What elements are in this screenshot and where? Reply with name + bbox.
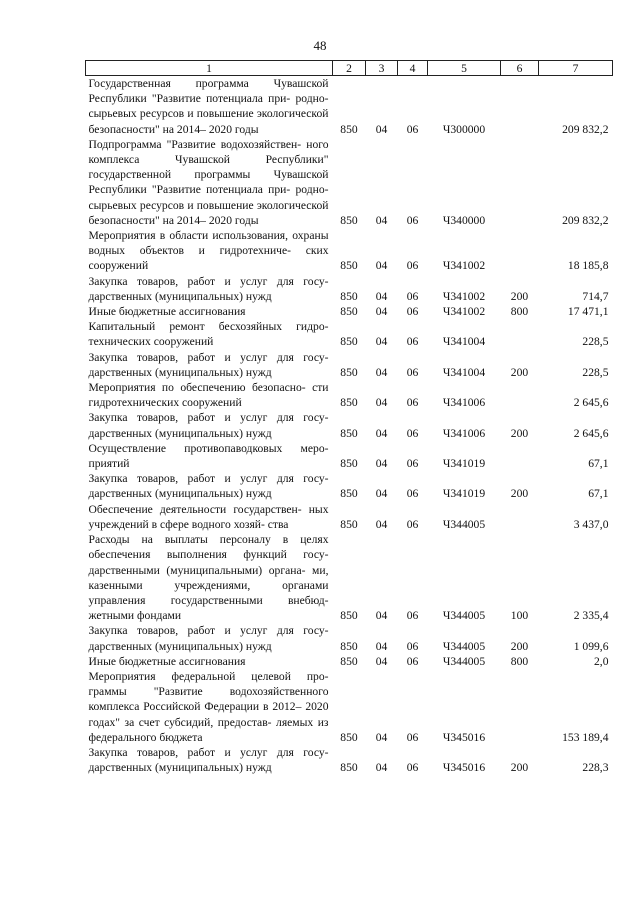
cell-amount: 67,1	[588, 487, 609, 501]
cell-amount: 2 645,6	[573, 396, 609, 410]
description-line: ми, казенными учреждениями, органами	[88, 563, 329, 592]
description-line: охраны водных объектов и гидротехниче-	[88, 229, 329, 258]
cell-rz: 04	[375, 609, 388, 623]
cell-pr: 06	[406, 305, 419, 319]
cell-description	[86, 137, 333, 228]
cell-rz: 04	[375, 335, 388, 349]
table-row	[86, 745, 613, 775]
cell-gr: 850	[340, 289, 358, 303]
cell-rz: 04	[375, 259, 388, 273]
description-line: дарственных (муниципальных) нужд	[88, 365, 272, 379]
cell-rz: 04	[375, 517, 388, 531]
description-line: 2020 годы	[208, 213, 259, 227]
cell-description	[86, 228, 333, 274]
description-line: комплекса Российской Федерации в 2012–	[88, 700, 302, 714]
description-line: технических сооружений	[88, 335, 214, 349]
table-row	[86, 274, 613, 304]
cell-rz: 04	[375, 487, 388, 501]
cell-vr	[501, 441, 539, 471]
table-row	[86, 350, 613, 380]
cell-pr: 06	[406, 654, 419, 668]
description-line: Обеспечение деятельности государствен-	[88, 502, 302, 516]
table-row	[86, 471, 613, 501]
cell-pr: 06	[406, 335, 419, 349]
cell-rz: 04	[375, 457, 388, 471]
table-row	[86, 228, 613, 274]
cell-csr: Ч344005	[442, 517, 486, 531]
cell-vr: 200	[510, 487, 529, 501]
description-line: Подпрограмма "Развитие водохозяйствен-	[88, 137, 302, 151]
table-row	[86, 669, 613, 745]
description-line: Капитальный ремонт бесхозяйных гидро-	[88, 320, 329, 334]
cell-vr: 200	[510, 639, 529, 653]
header-col-3: 3	[366, 61, 398, 76]
cell-amount: 67,1	[588, 457, 609, 471]
cell-vr: 800	[510, 305, 529, 319]
cell-rz: 04	[375, 289, 388, 303]
cell-csr: Ч345016	[442, 761, 486, 775]
cell-vr	[501, 137, 539, 228]
cell-gr: 850	[340, 213, 358, 227]
cell-csr: Ч344005	[442, 609, 486, 623]
cell-amount: 18 185,8	[567, 259, 609, 273]
table-row	[86, 654, 613, 669]
description-line: ного комплекса Чувашской Республики"	[88, 137, 329, 167]
cell-rz: 04	[375, 365, 388, 379]
cell-vr: 100	[510, 609, 529, 623]
table-body	[86, 76, 613, 776]
cell-amount: 2,0	[594, 654, 609, 668]
cell-pr: 06	[406, 487, 419, 501]
description-line: дарственных (муниципальных) нужд	[88, 487, 272, 501]
description-line: ских сооружений	[88, 244, 329, 273]
description-line: Иные бюджетные ассигнования	[88, 654, 246, 668]
cell-amount: 2 335,4	[573, 609, 609, 623]
description-line: Закупка товаров, работ и услуг для госу-	[88, 274, 329, 288]
cell-vr: 200	[510, 365, 529, 379]
cell-gr: 850	[340, 761, 358, 775]
cell-csr: Ч344005	[442, 639, 486, 653]
cell-amount: 228,5	[582, 335, 609, 349]
cell-csr: Ч340000	[442, 213, 486, 227]
cell-gr: 850	[340, 259, 358, 273]
cell-rz: 04	[375, 396, 388, 410]
table-row	[86, 532, 613, 623]
cell-description	[86, 623, 333, 653]
cell-rz: 04	[375, 761, 388, 775]
cell-pr: 06	[406, 639, 419, 653]
cell-amount: 228,3	[582, 761, 609, 775]
cell-csr: Ч341019	[442, 457, 486, 471]
cell-pr: 06	[406, 609, 419, 623]
description-line: родно-сырьевых ресурсов и повышение	[88, 183, 329, 212]
cell-pr: 06	[406, 761, 419, 775]
cell-gr: 850	[340, 654, 358, 668]
cell-vr	[501, 502, 539, 532]
cell-pr: 06	[406, 396, 419, 410]
description-line: обеспечения выполнения функций госу-	[88, 548, 329, 562]
description-line: 2020 годы	[208, 122, 259, 136]
header-col-1: 1	[86, 61, 333, 76]
cell-amount: 209 832,2	[562, 213, 609, 227]
description-line: Республики "Развитие потенциала при-	[88, 92, 291, 106]
description-line: ляемых из федерального бюджета	[88, 715, 329, 744]
cell-amount: 3 437,0	[573, 517, 609, 531]
cell-csr: Ч341006	[442, 426, 486, 440]
description-line: Закупка товаров, работ и услуг для госу-	[88, 411, 329, 425]
table-row	[86, 304, 613, 319]
cell-vr: 200	[510, 761, 529, 775]
cell-description	[86, 319, 333, 349]
cell-description	[86, 532, 333, 623]
description-line: экологической безопасности" на 2014–	[88, 198, 329, 227]
cell-pr: 06	[406, 213, 419, 227]
cell-gr: 850	[340, 305, 358, 319]
table-row	[86, 623, 613, 653]
cell-pr: 06	[406, 426, 419, 440]
header-col-4: 4	[398, 61, 428, 76]
description-line: Расходы на выплаты персоналу в целях	[88, 533, 329, 547]
table-row	[86, 441, 613, 471]
description-line: управления государственными внебюд-	[88, 593, 329, 607]
description-line: Закупка товаров, работ и услуг для госу-	[88, 472, 329, 486]
cell-description	[86, 274, 333, 304]
cell-rz: 04	[375, 213, 388, 227]
description-line: ных учреждений в сфере водного хозяй-	[88, 502, 329, 531]
description-line: Иные бюджетные ассигнования	[88, 305, 246, 319]
table-row	[86, 76, 613, 137]
description-line: 2020 годах" за счет субсидий, предостав-	[88, 700, 329, 729]
cell-csr: Ч341019	[442, 487, 486, 501]
cell-vr	[501, 319, 539, 349]
cell-pr: 06	[406, 289, 419, 303]
cell-vr: 800	[510, 654, 529, 668]
cell-gr: 850	[340, 730, 358, 744]
cell-rz: 04	[375, 730, 388, 744]
cell-rz: 04	[375, 305, 388, 319]
cell-description	[86, 745, 333, 775]
header-col-6: 6	[501, 61, 539, 76]
cell-description	[86, 76, 333, 137]
cell-gr: 850	[340, 426, 358, 440]
description-line: Мероприятия по обеспечению безопасно-	[88, 381, 306, 395]
cell-csr: Ч344005	[442, 654, 486, 668]
cell-vr	[501, 228, 539, 274]
description-line: жетными фондами	[88, 609, 182, 623]
cell-csr: Ч341004	[442, 335, 486, 349]
cell-gr: 850	[340, 335, 358, 349]
cell-vr: 200	[510, 289, 529, 303]
cell-description	[86, 380, 333, 410]
cell-vr	[501, 669, 539, 745]
header-row	[86, 61, 613, 76]
cell-gr: 850	[340, 517, 358, 531]
cell-csr: Ч341002	[442, 259, 486, 273]
cell-description	[86, 502, 333, 532]
header-col-7: 7	[539, 61, 613, 76]
cell-amount: 17 471,1	[567, 305, 609, 319]
cell-gr: 850	[340, 457, 358, 471]
cell-csr: Ч300000	[442, 122, 486, 136]
cell-gr: 850	[340, 122, 358, 136]
cell-csr: Ч341006	[442, 396, 486, 410]
cell-vr: 200	[510, 426, 529, 440]
description-line: дарственными (муниципальными) органа-	[88, 563, 306, 577]
description-line: дарственных (муниципальных) нужд	[88, 639, 272, 653]
cell-gr: 850	[340, 639, 358, 653]
cell-csr: Ч341004	[442, 365, 486, 379]
cell-description	[86, 410, 333, 440]
description-line: государственной программы Чувашской	[88, 168, 329, 182]
description-line: приятий	[88, 457, 130, 471]
cell-rz: 04	[375, 654, 388, 668]
cell-pr: 06	[406, 365, 419, 379]
cell-pr: 06	[406, 122, 419, 136]
cell-amount: 209 832,2	[562, 122, 609, 136]
page-number: 48	[313, 38, 327, 53]
description-line: Мероприятия федеральной целевой про-	[88, 669, 329, 683]
table-row	[86, 502, 613, 532]
cell-description	[86, 471, 333, 501]
description-line: родно-сырьевых ресурсов и повышение	[88, 92, 329, 121]
cell-pr: 06	[406, 730, 419, 744]
description-line: Осуществление противопаводковых меро-	[88, 441, 329, 455]
cell-amount: 1 099,6	[573, 639, 609, 653]
cell-description	[86, 669, 333, 745]
header-col-5: 5	[428, 61, 501, 76]
table-row	[86, 319, 613, 349]
cell-csr: Ч341002	[442, 305, 486, 319]
cell-description	[86, 654, 333, 669]
cell-rz: 04	[375, 639, 388, 653]
cell-description	[86, 350, 333, 380]
budget-table	[85, 60, 613, 775]
cell-pr: 06	[406, 259, 419, 273]
cell-gr: 850	[340, 396, 358, 410]
cell-rz: 04	[375, 122, 388, 136]
description-line: Закупка товаров, работ и услуг для госу-	[88, 350, 329, 364]
cell-description	[86, 441, 333, 471]
description-line: Мероприятия в области использования,	[88, 229, 289, 243]
cell-vr	[501, 76, 539, 137]
description-line: граммы "Развитие водохозяйственного	[88, 685, 329, 699]
cell-description	[86, 304, 333, 319]
table-row	[86, 137, 613, 228]
description-line: Закупка товаров, работ и услуг для госу-	[88, 745, 329, 759]
cell-gr: 850	[340, 609, 358, 623]
table-row	[86, 410, 613, 440]
description-line: ства	[267, 517, 289, 531]
cell-vr	[501, 380, 539, 410]
cell-pr: 06	[406, 517, 419, 531]
header-col-2: 2	[333, 61, 366, 76]
description-line: дарственных (муниципальных) нужд	[88, 761, 272, 775]
description-line: сти гидротехнических сооружений	[88, 381, 329, 410]
cell-gr: 850	[340, 487, 358, 501]
cell-gr: 850	[340, 365, 358, 379]
description-line: Закупка товаров, работ и услуг для госу-	[88, 624, 329, 638]
description-line: дарственных (муниципальных) нужд	[88, 289, 272, 303]
cell-amount: 228,5	[582, 365, 609, 379]
description-line: экологической безопасности" на 2014–	[88, 107, 329, 136]
description-line: Республики "Развитие потенциала при-	[88, 183, 291, 197]
cell-amount: 153 189,4	[562, 730, 609, 744]
cell-amount: 714,7	[582, 289, 609, 303]
cell-csr: Ч341002	[442, 289, 486, 303]
cell-pr: 06	[406, 457, 419, 471]
table-row	[86, 380, 613, 410]
description-line: дарственных (муниципальных) нужд	[88, 426, 272, 440]
description-line: Государственная программа Чувашской	[88, 77, 329, 90]
table-header	[86, 61, 613, 76]
cell-amount: 2 645,6	[573, 426, 609, 440]
cell-rz: 04	[375, 426, 388, 440]
cell-csr: Ч345016	[442, 730, 486, 744]
